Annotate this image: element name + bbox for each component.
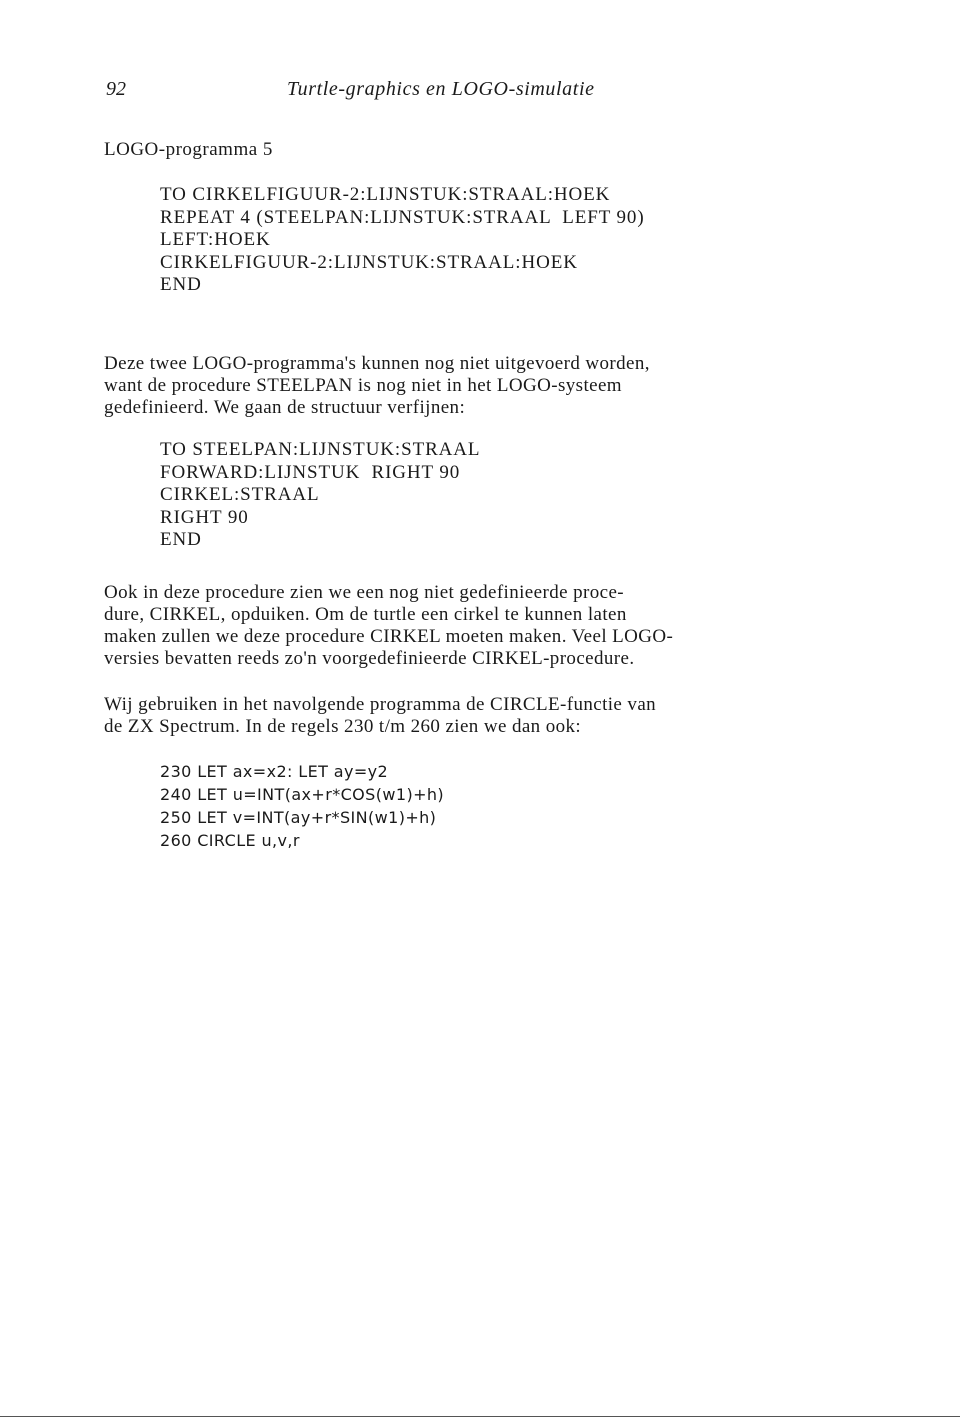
text-line: Wij gebruiken in het navolgende programma de CIRCLE-functie van <box>104 693 657 715</box>
text-line: maken zullen we deze procedure CIRKEL moeten maken. Veel LOGO- <box>104 625 674 647</box>
running-header <box>0 78 970 108</box>
basic-listing <box>160 760 844 852</box>
basic-line: 250 LET v=INT(ay+r*SIN(w1)+h) <box>160 807 437 827</box>
basic-line: 230 LET ax=x2: LET ay=y2 <box>160 761 389 781</box>
running-title: Turtle-graphics en LOGO-simulatie <box>287 78 595 100</box>
text-line: Deze twee LOGO-programma's kunnen nog niet uitgevoerd worden, <box>104 352 650 374</box>
code-line: END <box>160 529 202 551</box>
code-line: TO CIRKELFIGUUR-2:LIJNSTUK:STRAAL:HOEK <box>160 184 611 205</box>
paragraph-steelpan-intro <box>104 353 844 419</box>
text-line: de ZX Spectrum. In de regels 230 t/m 260 zien we dan ook: <box>104 715 582 737</box>
code-line: LEFT:HOEK <box>160 229 271 251</box>
basic-line: 260 CIRCLE u,v,r <box>160 830 300 850</box>
basic-line: 240 LET u=INT(ax+r*COS(w1)+h) <box>160 784 445 804</box>
section-title: LOGO-programma 5 <box>104 139 273 160</box>
text-line: gedefinieerd. We gaan de structuur verfijnen: <box>104 396 466 418</box>
text-line: Ook in deze procedure zien we een nog niet gedefinieerde proce- <box>104 581 625 603</box>
page-bottom-rule <box>0 1416 960 1417</box>
paragraph-cirkel <box>104 582 844 670</box>
code-line: CIRKEL:STRAAL <box>160 484 320 506</box>
page-body <box>104 138 844 852</box>
code-line: END <box>160 274 202 296</box>
code-line: RIGHT 90 <box>160 506 249 528</box>
text-line: want de procedure STEELPAN is nog niet in het LOGO-systeem <box>104 374 622 396</box>
paragraph-circle-functie <box>104 694 844 738</box>
code-line: CIRKELFIGUUR-2:LIJNSTUK:STRAAL:HOEK <box>160 251 578 273</box>
logo-program-cirkelfiguur <box>160 184 844 297</box>
code-line: TO STEELPAN:LIJNSTUK:STRAAL <box>160 438 481 460</box>
text-line: versies bevatten reeds zo'n voorgedefinieerde CIRKEL-procedure. <box>104 647 635 669</box>
code-line: FORWARD:LIJNSTUK RIGHT 90 <box>160 461 461 483</box>
code-line: REPEAT 4 (STEELPAN:LIJNSTUK:STRAAL LEFT 90) <box>160 206 645 228</box>
text-line: dure, CIRKEL, opduiken. Om de turtle een cirkel te kunnen laten <box>104 603 627 625</box>
page-number: 92 <box>106 78 126 100</box>
logo-program-steelpan <box>160 439 844 552</box>
